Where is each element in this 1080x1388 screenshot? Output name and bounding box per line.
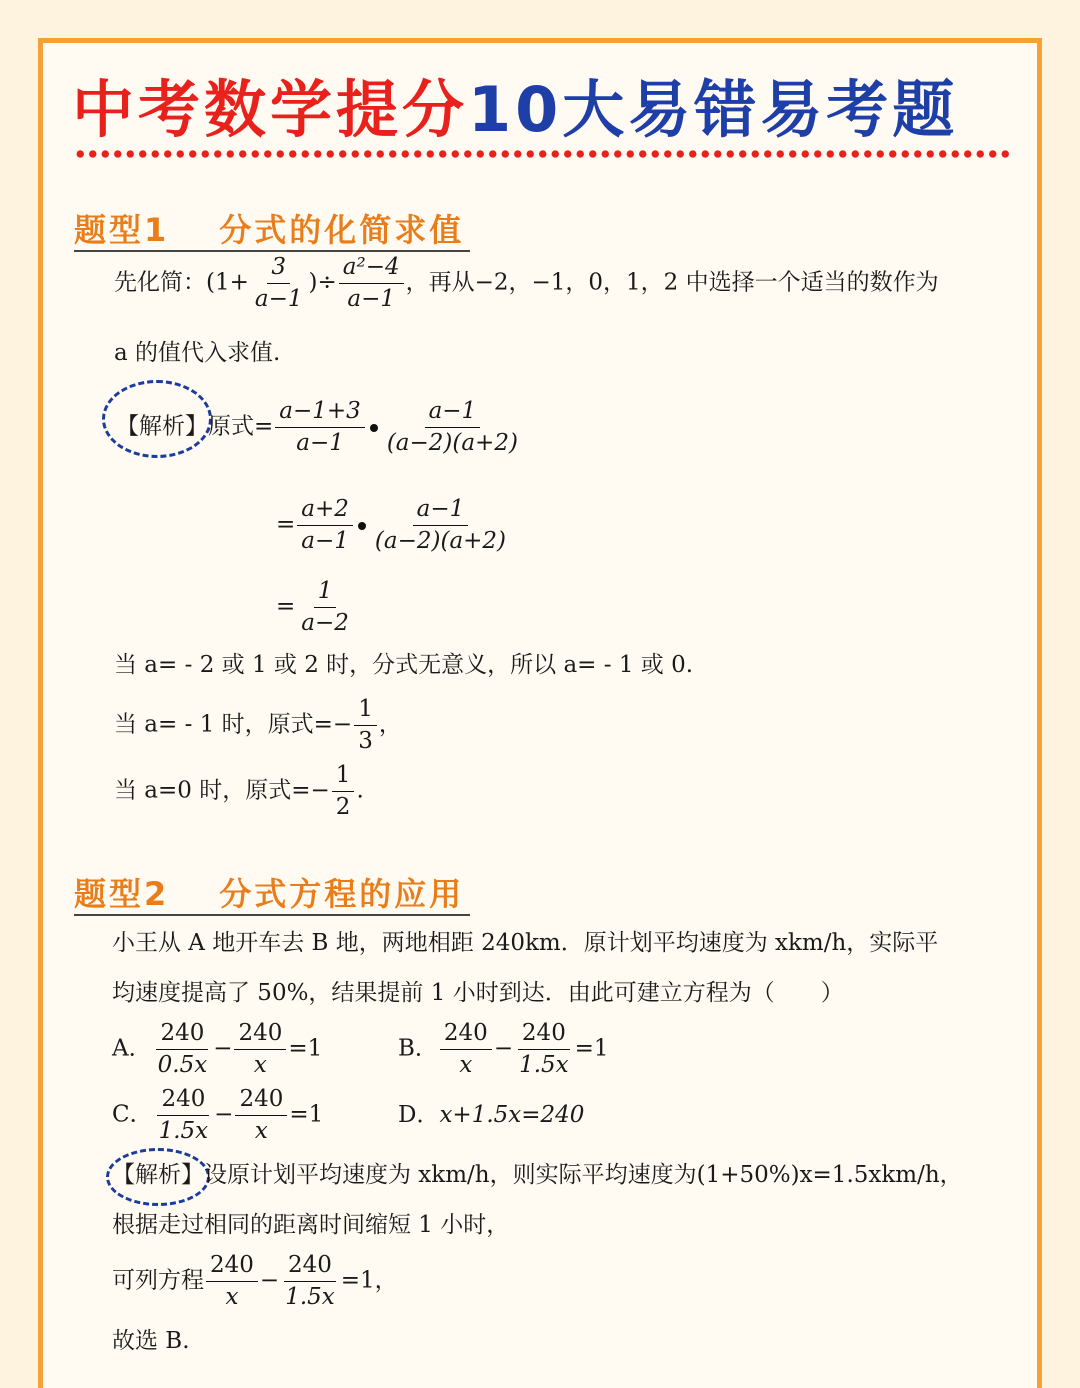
option-d: D．x+1.5x=240	[398, 1102, 585, 1128]
section2-analysis-line1: 【解析】设原计划平均速度为 xkm/h，则实际平均速度为(1+50%)x=1.5xkm/h，	[112, 1162, 963, 1188]
title-dotted-divider	[74, 148, 1010, 160]
step2-frac2: $\frac{a-1}{(a-2)(a+2)}$	[374, 496, 507, 555]
title-part2: 10大易错易考题	[468, 73, 959, 146]
section2-heading	[74, 874, 470, 916]
section1-analysis	[116, 396, 524, 459]
problem-suffix: ，再从−2，−1，0，1，2 中选择一个适当的数作为	[405, 269, 939, 296]
section2-label: 题型2	[74, 875, 170, 913]
problem-frac1: $\frac{3}{a-1}$	[254, 254, 303, 313]
step1-prefix: 原式=	[208, 413, 274, 440]
section1-problem-line2: a 的值代入求值.	[114, 340, 281, 366]
section2-answer: 故选 B.	[112, 1328, 190, 1354]
step3-frac: $\frac{1}{a-2}$	[301, 578, 349, 637]
section1-label: 题型1	[74, 211, 170, 249]
section1-heading	[74, 210, 470, 252]
page-title	[72, 70, 958, 150]
section1-line-b: 当 a= - 1 时，原式=− $\frac{1}{3}$ ，	[114, 696, 402, 755]
option-b: B． $\frac{240}{x}$ − $\frac{240}{1.5x}$ =1	[398, 1020, 609, 1079]
section2-name: 分式方程的应用	[219, 875, 465, 913]
step2-frac1: $\frac{a+2}{a-1}$	[297, 494, 353, 557]
multiply-dot	[370, 424, 378, 432]
section2-analysis-line2: 根据走过相同的距离时间缩短 1 小时，	[112, 1212, 510, 1238]
section2-problem-line2: 均速度提高了 50%，结果提前 1 小时到达．由此可建立方程为（ ）	[112, 980, 844, 1006]
section1-line-c: 当 a=0 时，原式=− $\frac{1}{2}$ .	[114, 762, 364, 821]
problem-prefix: 先化简：(1+	[114, 269, 249, 296]
section1-name: 分式的化简求值	[219, 211, 465, 249]
section1-step2: = $\frac{a+2}{a-1}$ $\frac{a-1}{(a-2)(a+2)}$	[276, 494, 512, 557]
section1-problem	[114, 252, 939, 315]
step1-frac1: $\frac{a-1+3}{a-1}$	[275, 396, 365, 459]
option-c: C． $\frac{240}{1.5x}$ − $\frac{240}{x}$ =1	[112, 1086, 324, 1145]
multiply-dot	[358, 522, 366, 530]
section1-line-a: 当 a= - 2 或 1 或 2 时，分式无意义，所以 a= - 1 或 0.	[114, 652, 694, 678]
analysis-label: 【解析】	[116, 413, 208, 440]
title-part1: 中考数学提分	[72, 73, 469, 146]
section2-problem-line1: 小王从 A 地开车去 B 地，两地相距 240km．原计划平均速度为 xkm/h，实际平	[112, 930, 939, 956]
analysis-label: 【解析】	[112, 1162, 204, 1188]
step1-frac2: $\frac{a-1}{(a-2)(a+2)}$	[386, 398, 518, 457]
problem-frac2: $\frac{\text{a²−4}}{a-1}$	[339, 252, 404, 315]
section1-step3: = $\frac{1}{a-2}$	[276, 576, 355, 639]
section2-equation: 可列方程 $\frac{240}{x}$ − $\frac{240}{1.5x}$ =1，	[112, 1252, 398, 1311]
option-a: A． $\frac{240}{0.5x}$ − $\frac{240}{x}$ =1	[112, 1020, 323, 1079]
problem-mid: )÷	[308, 269, 337, 296]
